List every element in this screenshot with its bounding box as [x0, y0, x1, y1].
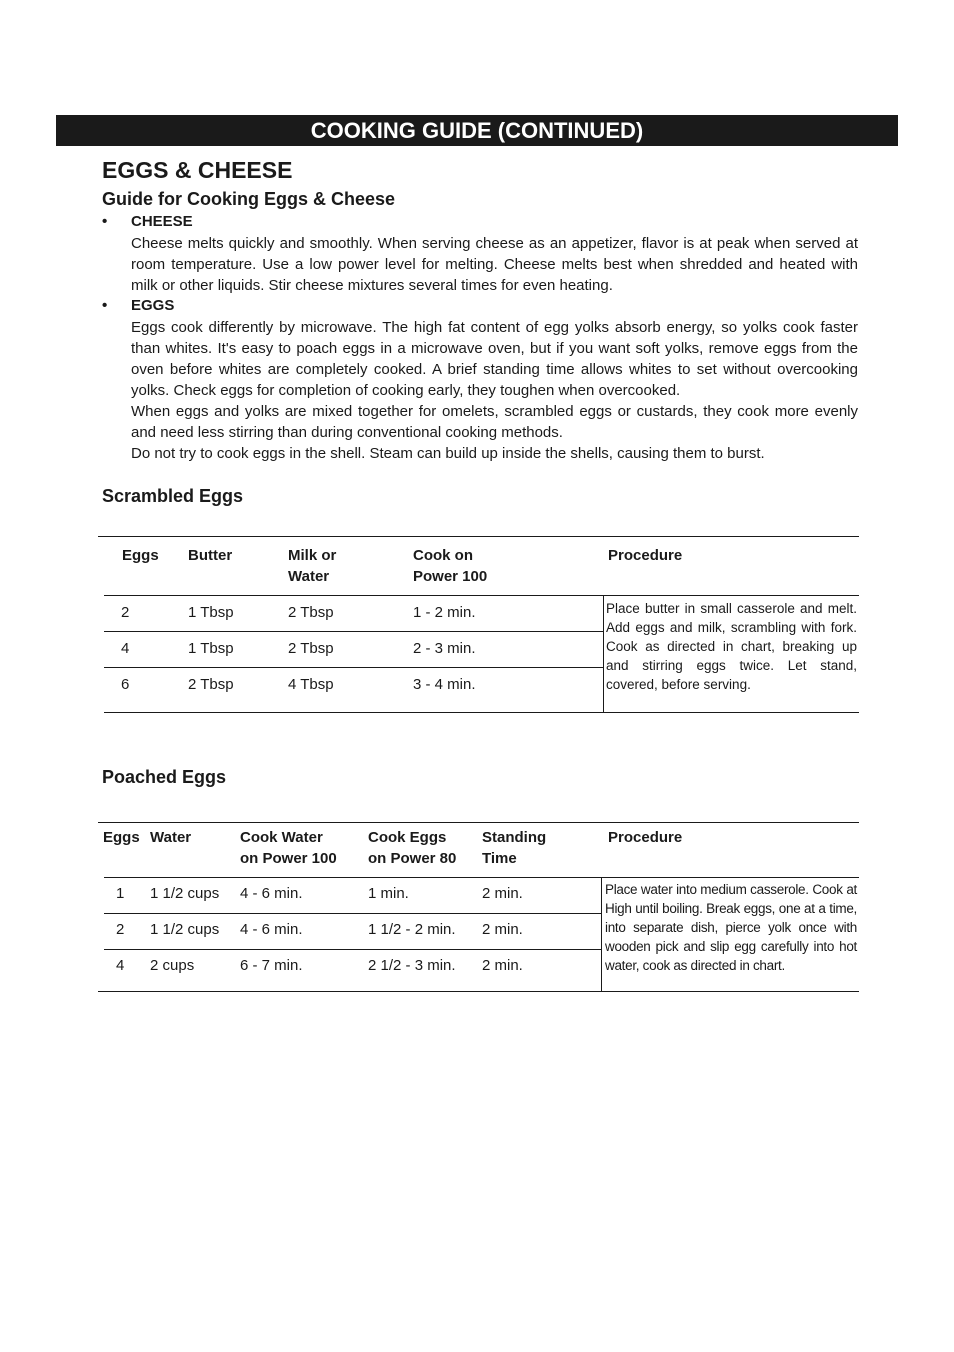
row-rule — [104, 667, 603, 668]
col-header-eggs: Eggs — [122, 547, 159, 564]
col-header-cook-time: Cook on Power 100 — [413, 547, 488, 585]
eggs-paragraph-2: When eggs and yolks are mixed together for omelets, scrambled eggs or custards, they cook more evenly and need less stirring than during conventional cooking methods. — [131, 403, 858, 441]
cell-cook-water: 6 - 7 min. — [240, 957, 303, 974]
eggs-title: EGGS — [131, 297, 175, 314]
cell-cook: 2 - 3 min. — [413, 640, 476, 657]
procedure-divider — [601, 878, 602, 992]
cell-eggs: 2 — [121, 604, 130, 621]
page-banner: COOKING GUIDE (CONTINUED) — [56, 115, 898, 146]
col-header-eggs: Eggs — [103, 829, 140, 846]
col-header-procedure: Procedure — [608, 547, 683, 564]
cell-eggs: 1 — [116, 885, 125, 902]
col-header-butter: Butter — [188, 547, 233, 564]
scrambled-eggs-title: Scrambled Eggs — [102, 486, 244, 506]
row-rule — [104, 913, 601, 914]
cell-eggs: 4 — [121, 640, 130, 657]
cell-cook-water: 4 - 6 min. — [240, 921, 303, 938]
header-rule — [104, 877, 859, 878]
table-top-rule — [98, 822, 859, 823]
cell-cook-eggs: 1 1/2 - 2 min. — [368, 921, 456, 938]
col-header-procedure: Procedure — [608, 829, 683, 846]
cell-milk: 2 Tbsp — [288, 640, 334, 657]
col-header-milk-water: Milk or Water — [288, 547, 337, 585]
procedure-divider — [603, 596, 604, 713]
col-header-water: Water — [150, 829, 192, 846]
eggs-paragraph-3: Do not try to cook eggs in the shell. Steam can build up inside the shells, causing them to burst. — [131, 445, 765, 462]
poached-eggs-title: Poached Eggs — [102, 767, 227, 787]
table-top-rule — [98, 536, 859, 537]
cheese-text: Cheese melts quickly and smoothly. When serving cheese as an appetizer, flavor is at peak when served at room temperature. Use a low power level for melting. Cheese melts best when shredded and heated with milk or other liquids. Stir cheese mixtures several times for even heating. — [131, 235, 858, 294]
cell-eggs: 4 — [116, 957, 125, 974]
table-bottom-rule — [98, 991, 859, 992]
col-header-cook-eggs: Cook Eggs on Power 80 — [368, 829, 457, 867]
col-header-standing-time: Standing Time — [482, 829, 547, 867]
cell-cook: 1 - 2 min. — [413, 604, 476, 621]
cell-butter: 1 Tbsp — [188, 640, 234, 657]
cell-standing: 2 min. — [482, 957, 523, 974]
bullet-eggs: • — [102, 297, 108, 314]
procedure-text: Place butter in small casserole and melt. Add eggs and milk, scrambling with fork. Cook as directed in chart, breaking up and stirring eggs twice. Let stand, covered, before serving. — [606, 601, 857, 692]
cell-eggs: 2 — [116, 921, 125, 938]
cell-butter: 2 Tbsp — [188, 676, 234, 693]
table-bottom-rule — [104, 712, 859, 713]
procedure-text: Place water into medium casserole. Cook at High until boiling. Break eggs, one at a time, into separate dish, pierce yolk once with wooden pick and slip egg carefully into hot water, cook as directed in chart. — [605, 882, 857, 973]
eggs-paragraph-1: Eggs cook differently by microwave. The high fat content of egg yolks absorb energy, so yolks cook faster than whites. It's easy to poach eggs in a microwave oven, but if you want soft yolks, remove eggs from the oven before whites are completely cooked. A brief standing time allows whites to set without overcooking yolks. Check eggs for completion of cooking early, they toughen when overcooked. — [131, 319, 858, 399]
cell-water: 1 1/2 cups — [150, 885, 220, 902]
cell-cook-water: 4 - 6 min. — [240, 885, 303, 902]
cell-milk: 4 Tbsp — [288, 676, 334, 693]
cell-cook-eggs: 1 min. — [368, 885, 409, 902]
row-rule — [104, 949, 601, 950]
cell-butter: 1 Tbsp — [188, 604, 234, 621]
cell-eggs: 6 — [121, 676, 130, 693]
col-header-cook-water: Cook Water on Power 100 — [240, 829, 337, 867]
cell-standing: 2 min. — [482, 885, 523, 902]
section-title: EGGS & CHEESE — [102, 157, 293, 183]
header-rule — [104, 595, 859, 596]
cell-standing: 2 min. — [482, 921, 523, 938]
cell-cook: 3 - 4 min. — [413, 676, 476, 693]
cheese-title: CHEESE — [131, 213, 193, 230]
cell-cook-eggs: 2 1/2 - 3 min. — [368, 957, 456, 974]
bullet-cheese: • — [102, 213, 108, 230]
guide-title: Guide for Cooking Eggs & Cheese — [102, 189, 396, 209]
row-rule — [104, 631, 603, 632]
cell-water: 2 cups — [150, 957, 195, 974]
cell-water: 1 1/2 cups — [150, 921, 220, 938]
cell-milk: 2 Tbsp — [288, 604, 334, 621]
